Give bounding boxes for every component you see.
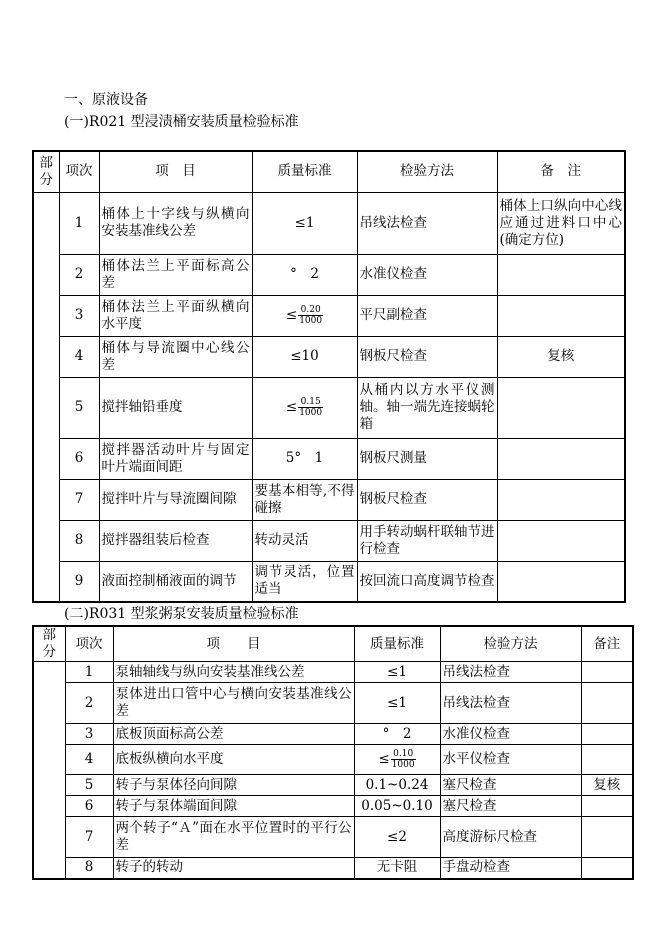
table-row <box>33 295 625 336</box>
row-standard <box>354 745 440 775</box>
row-method: 吊线法检查 <box>440 662 581 683</box>
table-row <box>33 254 625 295</box>
table-row <box>33 520 625 561</box>
row-remark <box>497 438 625 479</box>
row-seq: 4 <box>59 336 99 377</box>
row-item: 搅拌器组装后检查 <box>99 520 252 561</box>
table1 <box>32 150 626 603</box>
row-method: 钢板尺检查 <box>357 336 497 377</box>
table-row <box>33 775 633 796</box>
row-remark <box>581 724 633 745</box>
row-item: 泵轴轴线与纵向安装基准线公差 <box>113 662 354 683</box>
table2-header-method: 检验方法 <box>440 626 581 662</box>
row-remark: 复核 <box>581 775 633 796</box>
row-seq: 7 <box>65 817 113 858</box>
row-method: 按回流口高度调节检查 <box>357 561 497 602</box>
row-standard: ° 2 <box>354 724 440 745</box>
row-item: 搅拌轴铅垂度 <box>99 377 252 438</box>
row-remark: 复核 <box>497 336 625 377</box>
table-row <box>33 192 625 254</box>
standard-symbol: ≤ <box>285 399 298 415</box>
row-item: 泵体进出口管中心与横向安装基准线公差 <box>113 683 354 724</box>
row-item: 桶体与导流圈中心线公差 <box>99 336 252 377</box>
row-item: 搅拌器活动叶片与固定叶片端面间距 <box>99 438 252 479</box>
row-standard: 无卡阻 <box>354 858 440 879</box>
row-item: 转子的转动 <box>113 858 354 879</box>
row-remark <box>581 858 633 879</box>
row-method: 手盘动检查 <box>440 858 581 879</box>
table2-header-item: 项 目 <box>113 626 354 662</box>
row-seq: 9 <box>59 561 99 602</box>
table1-header-part: 部分 <box>33 151 59 192</box>
row-seq: 4 <box>65 745 113 775</box>
row-remark <box>581 683 633 724</box>
table2-title: (二)R031 型浆粥泵安装质量检验标准 <box>64 606 299 622</box>
table-row <box>33 817 633 858</box>
row-standard <box>252 377 357 438</box>
row-method: 吊线法检查 <box>357 192 497 254</box>
row-remark <box>581 796 633 817</box>
table2-header-seq: 项次 <box>65 626 113 662</box>
row-seq: 2 <box>59 254 99 295</box>
row-standard: 0.1~0.24 <box>354 775 440 796</box>
row-remark <box>497 295 625 336</box>
table-row <box>33 479 625 520</box>
row-remark <box>497 520 625 561</box>
row-remark <box>497 561 625 602</box>
table-row <box>33 796 633 817</box>
standard-symbol: ≤ <box>285 307 298 323</box>
table-row <box>33 438 625 479</box>
table-row <box>33 683 633 724</box>
row-method: 平尺副检查 <box>357 295 497 336</box>
table1-header-seq: 项次 <box>59 151 99 192</box>
standard-fraction <box>298 305 323 326</box>
row-item: 搅拌叶片与导流圈间隙 <box>99 479 252 520</box>
row-item: 底板顶面标高公差 <box>113 724 354 745</box>
row-method: 高度游标尺检查 <box>440 817 581 858</box>
row-remark <box>497 254 625 295</box>
fraction-denominator: 1000 <box>299 316 323 326</box>
table-row <box>33 724 633 745</box>
row-method: 水准仪检查 <box>440 724 581 745</box>
table2-header-row <box>33 626 633 662</box>
row-method: 水平仪检查 <box>440 745 581 775</box>
table2 <box>32 625 634 880</box>
standard-fraction <box>298 397 323 418</box>
row-method: 钢板尺测量 <box>357 438 497 479</box>
standard-symbol: ≤ <box>378 751 390 767</box>
table1-part-cell <box>33 192 59 602</box>
row-standard: ≤10 <box>252 336 357 377</box>
row-method: 水准仪检查 <box>357 254 497 295</box>
standard-fraction <box>391 749 416 770</box>
table2-header-part: 部分 <box>33 626 65 662</box>
table1-header-method: 检验方法 <box>357 151 497 192</box>
section-heading: 一、原液设备 <box>64 92 148 108</box>
table2-header-standard: 质量标准 <box>354 626 440 662</box>
row-seq: 8 <box>59 520 99 561</box>
row-standard: 0.05~0.10 <box>354 796 440 817</box>
row-seq: 2 <box>65 683 113 724</box>
row-remark: 桶体上口纵向中心线应通过进料口中心(确定方位) <box>497 192 625 254</box>
row-standard: 要基本相等,不得碰擦 <box>252 479 357 520</box>
fraction-denominator: 1000 <box>391 760 415 770</box>
table-row <box>33 662 633 683</box>
row-standard: 转动灵活 <box>252 520 357 561</box>
table1-header-row <box>33 151 625 192</box>
row-seq: 3 <box>65 724 113 745</box>
table1-title: (一)R021 型浸渍桶安装质量检验标准 <box>64 114 299 130</box>
row-item: 底板纵横向水平度 <box>113 745 354 775</box>
table1-header-remark: 备 注 <box>497 151 625 192</box>
table2-part-cell <box>33 662 65 879</box>
row-standard: ≤2 <box>354 817 440 858</box>
row-standard: ≤1 <box>354 662 440 683</box>
row-standard: 5° 1 <box>252 438 357 479</box>
row-item: 转子与泵体端面间隙 <box>113 796 354 817</box>
fraction-numerator: 0.10 <box>391 749 416 760</box>
row-seq: 8 <box>65 858 113 879</box>
table-row <box>33 336 625 377</box>
table-row <box>33 745 633 775</box>
fraction-denominator: 1000 <box>299 408 323 418</box>
table-row <box>33 561 625 602</box>
row-method: 用手转动蜗杆联轴节进行检查 <box>357 520 497 561</box>
row-remark <box>497 479 625 520</box>
row-standard: 调节灵活，位置适当 <box>252 561 357 602</box>
row-method: 钢板尺检查 <box>357 479 497 520</box>
row-item: 两个转子“Ａ”面在水平位置时的平行公差 <box>113 817 354 858</box>
table-row <box>33 377 625 438</box>
fraction-numerator: 0.15 <box>298 397 323 408</box>
table2-header-remark: 备注 <box>581 626 633 662</box>
row-item: 桶体上十字线与纵横向安装基准线公差 <box>99 192 252 254</box>
row-item: 桶体法兰上平面标高公差 <box>99 254 252 295</box>
row-remark <box>497 377 625 438</box>
row-seq: 3 <box>59 295 99 336</box>
row-standard: ≤1 <box>354 683 440 724</box>
row-item: 桶体法兰上平面纵横向水平度 <box>99 295 252 336</box>
row-item: 转子与泵体径向间隙 <box>113 775 354 796</box>
row-remark <box>581 745 633 775</box>
row-standard <box>252 295 357 336</box>
fraction-numerator: 0.20 <box>298 305 323 316</box>
table1-header-standard: 质量标准 <box>252 151 357 192</box>
row-seq: 6 <box>65 796 113 817</box>
row-standard: ≤1 <box>252 192 357 254</box>
row-method: 塞尺检查 <box>440 775 581 796</box>
row-remark <box>581 817 633 858</box>
row-method: 塞尺检查 <box>440 796 581 817</box>
row-method: 从桶内以方水平仪测轴。轴一端先连接蜗轮箱 <box>357 377 497 438</box>
table1-header-item: 项 目 <box>99 151 252 192</box>
row-seq: 5 <box>65 775 113 796</box>
row-method: 吊线法检查 <box>440 683 581 724</box>
row-item: 液面控制桶液面的调节 <box>99 561 252 602</box>
row-remark <box>581 662 633 683</box>
table-row <box>33 858 633 879</box>
row-seq: 1 <box>65 662 113 683</box>
row-seq: 1 <box>59 192 99 254</box>
row-standard: ° 2 <box>252 254 357 295</box>
row-seq: 5 <box>59 377 99 438</box>
row-seq: 6 <box>59 438 99 479</box>
row-seq: 7 <box>59 479 99 520</box>
